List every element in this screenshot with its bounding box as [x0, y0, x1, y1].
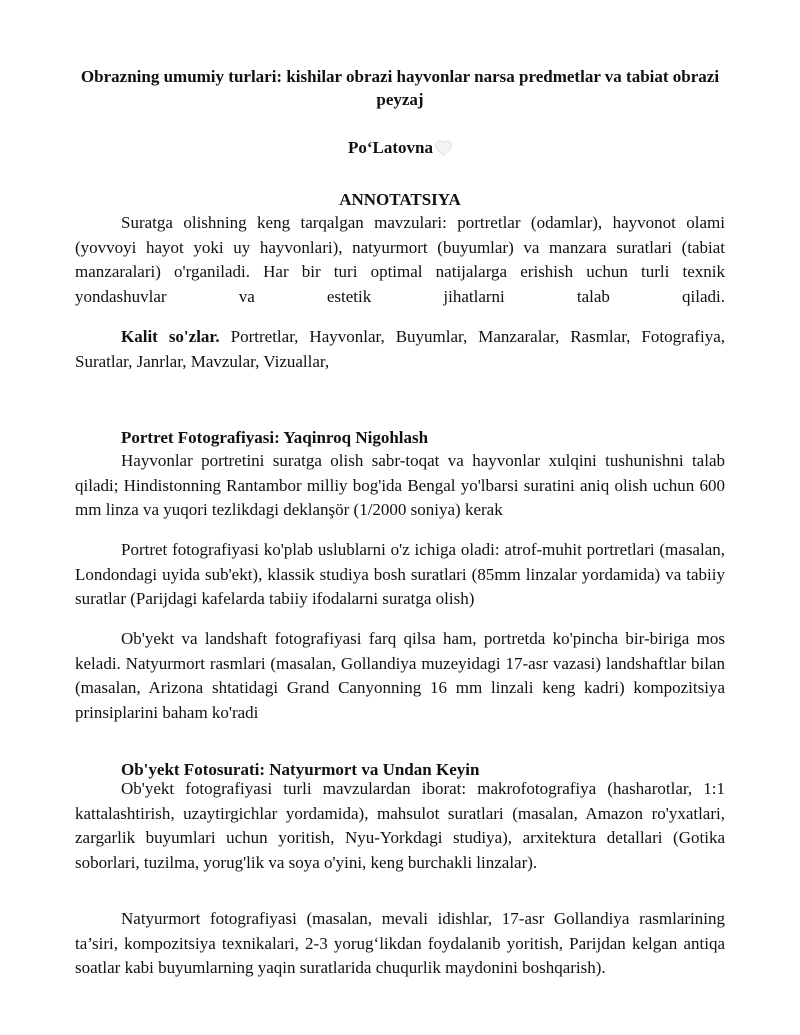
annotation-heading: ANNOTATSIYA [339, 190, 461, 209]
section1-paragraph-2: Portret fotografiyasi ko'plab uslublarni o'z ichiga oladi: atrof-muhit portretlari (masalan, Londondagi uyida sub'ekt), klassik studiya bosh suratlari (85mm linzalar yordamida) va tabiiy suratlar (Parijdagi kafelarda tabiiy ifodalarni suratga olish) [75, 540, 725, 608]
section-heading-portrait: Portret Fotografiyasi: Yaqinroq Nigohlash [121, 428, 429, 447]
keywords-paragraph [75, 325, 725, 374]
author-line [75, 137, 725, 162]
section1-paragraph-3: Ob'yekt va landshaft fotografiyasi farq qilsa ham, portretda ko'pincha bir-biriga mos keladi. Natyurmort rasmlari (masalan, Gollandiya muzeyidagi 17-asr vazasi) landshaftlar bilan (masalan, Arizona shtatidagi Grand Canyonning 16 mm linzali keng kadri) kompozitsiya prinsiplarini baham ko'radi [75, 629, 725, 722]
white-heart-icon [435, 140, 452, 162]
author-name: Po‘Latovna [348, 138, 433, 157]
section1-paragraph-1: Hayvonlar portretini suratga olish sabr-toqat va hayvonlar xulqini tushunishni talab qiladi; Hindistonning Rantambor milliy bog'ida Bengal yo'lbarsi suratini aniq olish uchun 600 mm linza va yuqori tezlikdagi deklanşör (1/2000 soniya) kerak [75, 451, 725, 519]
keywords-list: Portretlar, Hayvonlar, Buyumlar, Manzaralar, Rasmlar, Fotografiya, Suratlar, Janrlar, Mavzular, Vizuallar, [75, 327, 725, 371]
section-heading-object: Ob'yekt Fotosurati: Natyurmort va Undan Keyin [121, 760, 480, 779]
annotation-paragraph: Suratga olishning keng tarqalgan mavzulari: portretlar (odamlar), hayvonot olami (yovvoyi hayot yoki uy hayvonlari), natyurmort (buyumlar) va manzara suratlari (tabiat manzaralari) o'rganiladi. Har bir turi optimal natijalarga erishish uchun turli texnik yondashuvlar va estetik jihatlarni talab qiladi. [75, 213, 725, 306]
section2-paragraph-2: Natyurmort fotografiyasi (masalan, mevali idishlar, 17-asr Gollandiya rasmlarining ta’siri, kompozitsiya texnikalari, 2-3 yorug‘likdan foydalanib yoritish, Parijdan kelgan antiqa soatlar kabi buyumlarning yaqin suratlarida chuqurlik maydonini boshqarish). [75, 909, 725, 977]
keywords-label: Kalit so'zlar. [121, 327, 220, 346]
document-title: Obrazning umumiy turlari: kishilar obrazi hayvonlar narsa predmetlar va tabiat obrazi peyzaj [80, 67, 720, 109]
section2-paragraph-1: Ob'yekt fotografiyasi turli mavzulardan iborat: makrofotografiya (hasharotlar, 1:1 kattalashtirish, uzaytirgichlar yordamida), mahsulot suratlari (masalan, Amazon ro'yxatlari, zargarlik buyumlari uchun yoritish, Nyu-Yorkdagi studiya), arxitektura detallari (Gotika soborlari, tuzilma, yorug'lik va soya o'yini, keng burchakli linzalar). [75, 779, 725, 872]
